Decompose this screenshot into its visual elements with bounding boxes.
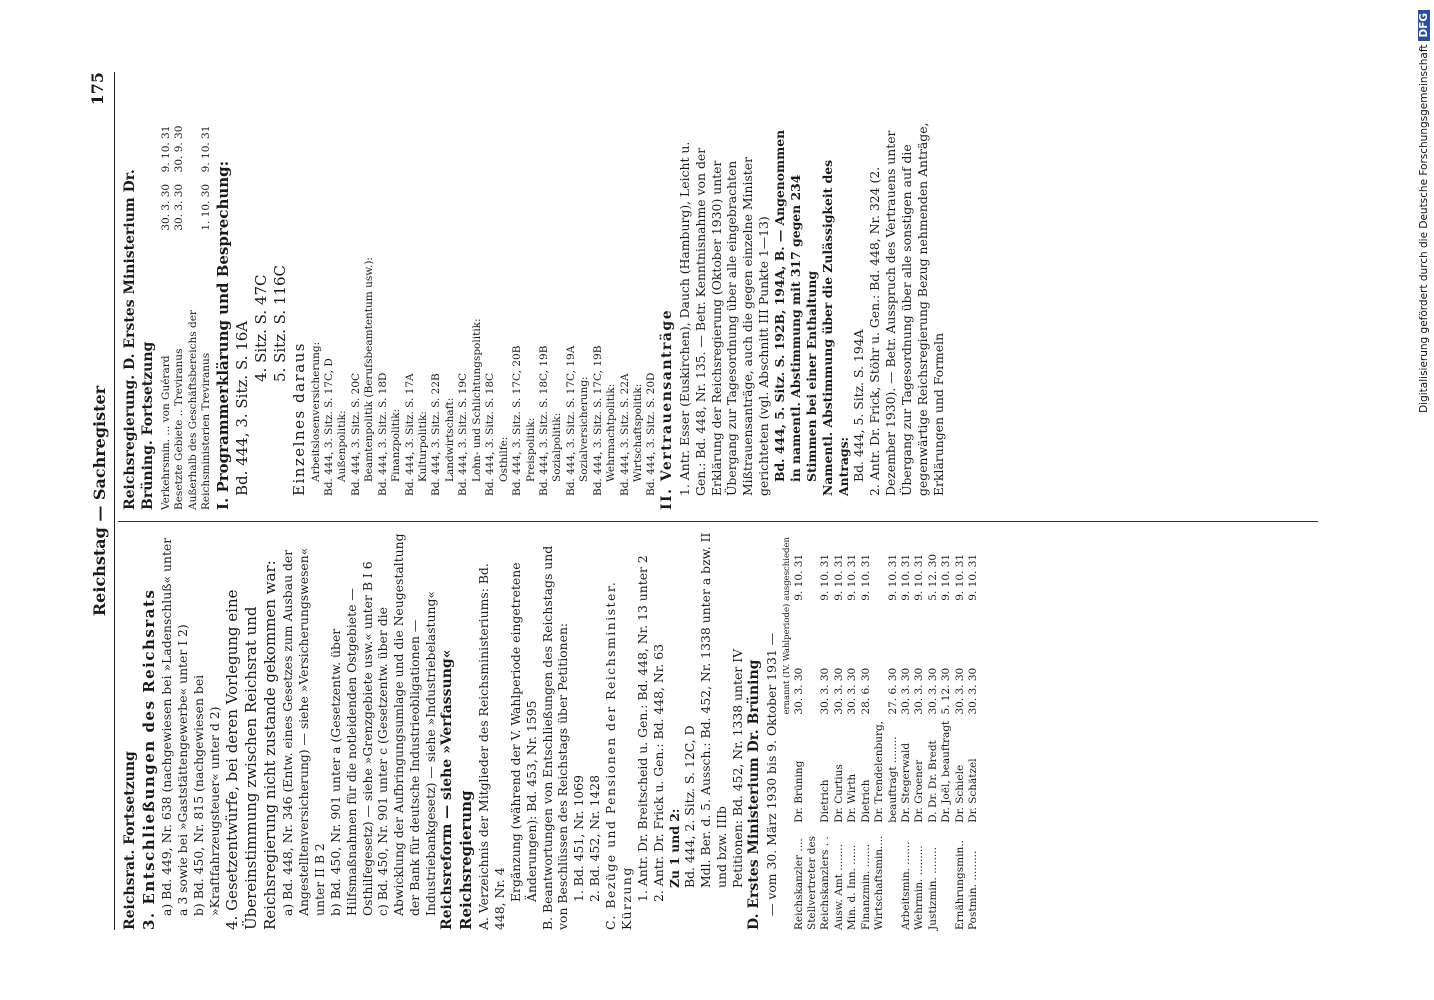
from-cell: 30. 3. 30 (926, 667, 939, 715)
topic-label: Preispolitik: (524, 417, 537, 482)
entry-item: 1. Bd. 451, Nr. 1069 (571, 774, 587, 902)
entry-subhead: Zu 1 und 2: (666, 808, 682, 888)
column-header-ausgeschieden: ausgeschieden (781, 537, 792, 601)
entry-item: Bd. 444, 2. Sitz. S. 12C, D (682, 725, 698, 888)
office-cell: Arbeitsmin. ....... (900, 841, 913, 930)
entry-I (214, 112, 659, 510)
topic-ref: Bd. 444, 3. Sitz. S. 17C, 20B (511, 345, 524, 496)
from-cell: 30. 3. 30 (173, 183, 186, 231)
left-column (122, 532, 981, 930)
section-heading: Reichsrat. Fortsetzung (122, 751, 138, 930)
topic-label: Osthilfe: (497, 436, 510, 482)
office-cell: Ernährungsmin.. (953, 840, 966, 930)
running-header (88, 72, 118, 930)
entry-D (746, 532, 981, 930)
office-cell: Stellvertreter des (805, 835, 818, 930)
header-title: Reichstag — Sachregister (90, 385, 109, 617)
office-cell: Außerhalb des Geschäftsbereichs der (186, 310, 199, 510)
entry-item: 4. Sitz. S. 47C (251, 274, 270, 382)
entry-item: 2. Antr. Dr. Frick u. Gen.: Bd. 448, Nr. 63 (650, 644, 666, 902)
name-cell: Dietrich (859, 779, 872, 823)
right-column (122, 112, 947, 510)
office-cell: Finanzmin. ....... (859, 843, 872, 930)
topic-ref: Bd. 444, 3. Sitz. S. 17C, 19A (564, 345, 577, 496)
from-cell: 5. 12. 30 (940, 667, 953, 715)
entry-title: 3. Entschließungen des Reichsrats (139, 588, 158, 930)
office-cell: Justizmin. ........ (926, 847, 939, 930)
from-cell (187, 172, 200, 230)
table-row (940, 534, 953, 930)
topic-ref: Bd. 444, 3. Sitz. S. 19C (457, 372, 470, 496)
topic-ref: Bd. 444, 3. Sitz. S. 22A (618, 373, 631, 496)
to-cell (187, 114, 200, 172)
entry-title: 4. Gesetzentwürfe, bei deren Vorlegung eine Übereinstimmung zwischen Reichsrat und Reichsregierung nicht zustande gekommen war: (222, 560, 279, 930)
from-cell: 30. 3. 30 (792, 667, 805, 715)
entry-A (476, 532, 540, 930)
name-cell: Dr. Schätzel (967, 758, 980, 823)
name-cell: Dr. Brüning (792, 760, 805, 823)
from-cell: 27. 6. 30 (886, 667, 899, 715)
entry-title: I. Programmerklärung und Besprechung: (213, 160, 232, 510)
to-cell: 9. 10. 31 (846, 553, 859, 601)
table-row (846, 534, 859, 930)
from-cell: 28. 6. 30 (859, 667, 872, 715)
to-cell (806, 534, 819, 601)
topic-label: Wirtschaftspolitik: (632, 383, 644, 482)
entry-II (659, 112, 947, 510)
topic-label: Außenpolitik: (336, 410, 349, 482)
table-row (927, 534, 940, 930)
office-cell: Reichskanzlers . . (819, 836, 832, 930)
entry-item: Bd. 444, 5. Sitz. S. 192B, 194A, B. — Angenommen in namentl. Abstimmung mit 317 gegen 234 Stimmen bei einer Enthaltung (772, 129, 819, 482)
entry-item: b) Bd. 450, Nr. 815 (nachgewiesen bei »Kraftfahrzeugsteuer« unter d 2) (190, 674, 222, 916)
table-row (900, 534, 913, 930)
from-cell: 30. 3. 30 (832, 667, 845, 715)
page-scan (88, 72, 1318, 930)
table-row (173, 114, 186, 510)
entry-period: — vom 30. März 1930 bis 9. Oktober 1931 — (763, 632, 779, 916)
to-cell: 9. 10. 31 (159, 125, 172, 173)
to-cell: 30. 9. 30 (173, 125, 186, 173)
entry-title: II. Vertrauensanträge (658, 308, 675, 510)
to-cell: 9. 10. 31 (953, 553, 966, 601)
topic-label: Wehrmachtpolitik: (605, 383, 618, 482)
topic-label: Kulturpolitik: (417, 411, 429, 482)
name-cell: beauftragt ........ (886, 736, 899, 823)
topic-ref: Bd. 444, 3. Sitz. S. 18D (376, 372, 389, 496)
to-cell: 9. 10. 31 (940, 553, 953, 601)
entry-B (540, 532, 604, 930)
from-cell (873, 601, 886, 715)
office-cell: Min. d. Inn. ...... (846, 844, 859, 930)
entry-item: Ergänzung (während der V. Wahlperiode eingetretene Änderungen): Bd. 453, Nr. 1595 (507, 562, 539, 902)
table-row (806, 534, 819, 930)
office-cell: Reichsministerien Treviranus (200, 352, 213, 510)
entry-title: B. Beantwortungen von Entschließungen des Reichstags und von Beschlüssen des Reichstags über Petitionen: (539, 545, 571, 930)
section-heading: Reichsregierung. D. Erstes Ministerium Dr. Brüning. Fortsetzung (122, 169, 156, 510)
side-credit-text-wrapper (1418, 10, 1432, 990)
office-cell: Postmin. ......... (967, 850, 980, 930)
name-cell: Dr. Curtius (832, 764, 845, 823)
to-cell: 9. 10. 31 (832, 553, 845, 601)
entry-item: Bd. 444, 5. Sitz. S. 194A (851, 329, 867, 482)
entry-item: 5. Sitz. S. 116C (271, 264, 290, 382)
topic-ref: Bd. 444, 3. Sitz. S. 18C (484, 372, 497, 496)
name-cell: Dr. Trendelenburg, (873, 720, 886, 823)
office-cell (887, 823, 900, 930)
table-row (200, 114, 213, 510)
entry-item: c) Bd. 450, Nr. 901 unter c (Gesetzentw. über die Abwicklung der Aufbringungsumlage und die Neugestaltung der Bank für deutsche Industrieobligationen — Industriebankgesetz) — siehe »Industriebelastung« (375, 533, 439, 916)
dfg-badge: DFG (1418, 10, 1430, 41)
column-divider (118, 521, 1318, 522)
table-row (887, 534, 900, 930)
ministers-table (782, 534, 981, 930)
entry-3 (140, 532, 223, 930)
table-row (187, 114, 200, 510)
topic-ref: Bd. 444, 3. Sitz. S. 20C (349, 372, 362, 496)
from-cell: 30. 3. 30 (819, 667, 832, 715)
entry-item: a) Bd. 449, Nr. 638 (nachgewiesen bei »Ladenschluß« unter a 3 sowie bei »Gaststättengewerbe« unter I 2) (159, 537, 190, 916)
office-cell: Verkehrsmin. ... von Guérard (159, 355, 172, 510)
office-cell: Reichskanzler .... (792, 838, 805, 930)
entry-item: Bd. 444, 3. Sitz. S. 16A (232, 320, 251, 496)
to-cell: 9. 10. 31 (200, 125, 213, 173)
table-row (793, 534, 806, 930)
name-cell: Dr. Joël, beauftragt (940, 720, 953, 823)
office-cell: Wehrmin. ......... (913, 845, 926, 930)
ministers-table-continued (160, 114, 214, 510)
side-credit-text: Digitalisierung gefördert durch die Deutsche Forschungsgemeinschaft (1418, 44, 1430, 413)
table-row (913, 534, 926, 930)
name-cell: Dr. Wirth (846, 773, 859, 823)
page-number: 175 (88, 72, 107, 106)
name-cell: Dr. Stegerwald (900, 742, 913, 823)
entry-item: a) Bd. 448, Nr. 346 (Entw. eines Gesetzes zum Ausbau der Angestelltenversicherung) — siehe »Versicherungswesen« unter II B 2 (280, 547, 327, 916)
topic-label: Finanzpolitik: (390, 408, 403, 482)
name-cell: D. Dr. Dr. Bredt (926, 740, 939, 823)
to-cell: 9. 10. 31 (900, 553, 913, 601)
entry-item: Namentl. Abstimmung über die Zulässigkeit des Antrags: (819, 159, 851, 496)
name-cell: Dr. Groener (913, 759, 926, 823)
table-header-row (782, 534, 793, 930)
table-row (860, 534, 873, 930)
entry-4 (223, 532, 439, 930)
entry-item: 1. Antr. Esser (Euskirchen), Dauch (Hamburg), Leicht u. Gen.: Bd. 448, Nr. 135. — Betr. Kenntnisnahme von der Erklärung der Reichsregierung (Oktober 1930) unter Übergang zur Tagesordnung über alle eingebrachten Mißtrauensanträge, auch die gegen einzelne Minister gerichteten (vgl. Abschnitt III Punkte 1—13) (676, 141, 772, 496)
from-cell: 1. 10. 30 (200, 183, 213, 231)
table-row (873, 534, 886, 930)
entry-item: Mdl. Ber. d. 5. Aussch.: Bd. 452, Nr. 1338 unter a bzw. II und bzw. IIIb (698, 532, 730, 888)
office-cell: Wirtschaftsmin.... (873, 835, 886, 930)
to-cell: 9. 10. 31 (886, 553, 899, 601)
entry-item: 1. Antr. Dr. Breitscheid u. Gen.: Bd. 448, Nr. 13 unter 2 (634, 555, 650, 902)
to-cell: 5. 12. 30 (926, 553, 939, 601)
table-row (954, 534, 967, 930)
topic-ref: Bd. 444, 3. Sitz. S. 18C, 19B (537, 345, 550, 496)
topic-ref: Bd. 444, 3. Sitz. S. 22B (430, 373, 443, 496)
office-cell (940, 823, 953, 930)
topic-label: Landwirtschaft: (443, 397, 456, 482)
to-cell: 9. 10. 31 (913, 553, 926, 601)
from-cell (806, 601, 819, 715)
entry-item: 2. Antr. Dr. Frick, Stöhr u. Gen.: Bd. 448, Nr. 324 (2. Dezember 1930). — Betr. Ausspruch des Vertrauens unter Übergang zur Tagesordnung über alle sonstigen auf die gegenwärtige Reichsregierung Bezug nehmenden Anträge, Erklärungen und Formeln (867, 122, 946, 496)
topic-label: Arbeitslosenversicherung: (309, 341, 322, 482)
office-cell: Ausw. Amt ........ (832, 844, 845, 930)
topic-ref: Bd. 444, 3. Sitz. S. 17A (403, 373, 416, 496)
entry-title: D. Erstes Ministerium Dr. Brüning (745, 659, 762, 930)
name-cell (806, 715, 819, 823)
name-cell: Dr. Schiele (953, 764, 966, 823)
to-cell: 9. 10. 31 (967, 553, 980, 601)
to-cell (873, 534, 886, 601)
entry-item: 2. Bd. 452, Nr. 1428 (587, 774, 603, 902)
reichsreform-entry: Reichsreform — siehe »Verfassung« (438, 649, 455, 930)
topic-label: Sozialversicherung: (578, 376, 591, 482)
entry-title: A. Verzeichnis der Mitglieder des Reichsministeriums: Bd. 448, Nr. 4 (476, 563, 507, 930)
topic-label: Lohn- und Schlichtungspolitik: (470, 318, 483, 482)
reichsregierung-heading: Reichsregierung (456, 790, 475, 930)
entry-item: b) Bd. 450, Nr. 901 unter a (Gesetzentw. über Hilfsmaßnahmen für die notleidenden Ostgebiete — Osthilfegesetz) — siehe »Grenzgebiete usw.« unter B I 6 (327, 561, 375, 916)
office-cell: Besetzte Gebiete .. Treviranus (173, 348, 186, 510)
table-row (967, 534, 980, 930)
table-row (819, 534, 832, 930)
from-cell: 30. 3. 30 (913, 667, 926, 715)
topic-label: Sozialpolitik: (551, 412, 564, 482)
from-cell: 30. 3. 30 (900, 667, 913, 715)
entry-item: Petitionen: Bd. 452, Nr. 1338 unter IV (730, 648, 745, 888)
from-cell: 30. 3. 30 (967, 667, 980, 715)
table-row (160, 114, 173, 510)
from-cell: 30. 3. 30 (159, 183, 172, 231)
from-cell: 30. 3. 30 (953, 667, 966, 715)
topic-ref: Bd. 444, 3. Sitz. S. 20D (645, 372, 658, 496)
to-cell: 9. 10. 31 (792, 553, 805, 601)
from-cell: 30. 3. 30 (846, 667, 859, 715)
table-row (833, 534, 846, 930)
to-cell: 9. 10. 31 (859, 553, 872, 601)
entry-title: C. Bezüge und Pensionen der Reichsminister. Kürzung (603, 580, 634, 930)
to-cell: 9. 10. 31 (819, 553, 832, 601)
entry-C (603, 532, 746, 930)
header-rule (114, 72, 115, 930)
entry-subhead: Einzelnes daraus (290, 341, 309, 496)
name-cell: Dietrich (819, 779, 832, 823)
column-header-ernannt: ernannt (IV. Wahlperiode) (781, 603, 792, 715)
side-credit (1418, 10, 1432, 990)
topic-ref: Bd. 444, 3. Sitz. S. 17C, D (322, 358, 335, 496)
topic-label: Beamtenpolitik (Berufsbeamtentum usw.): (363, 257, 376, 482)
topic-ref: Bd. 444, 3. Sitz. S. 17C, 19B (591, 345, 604, 496)
